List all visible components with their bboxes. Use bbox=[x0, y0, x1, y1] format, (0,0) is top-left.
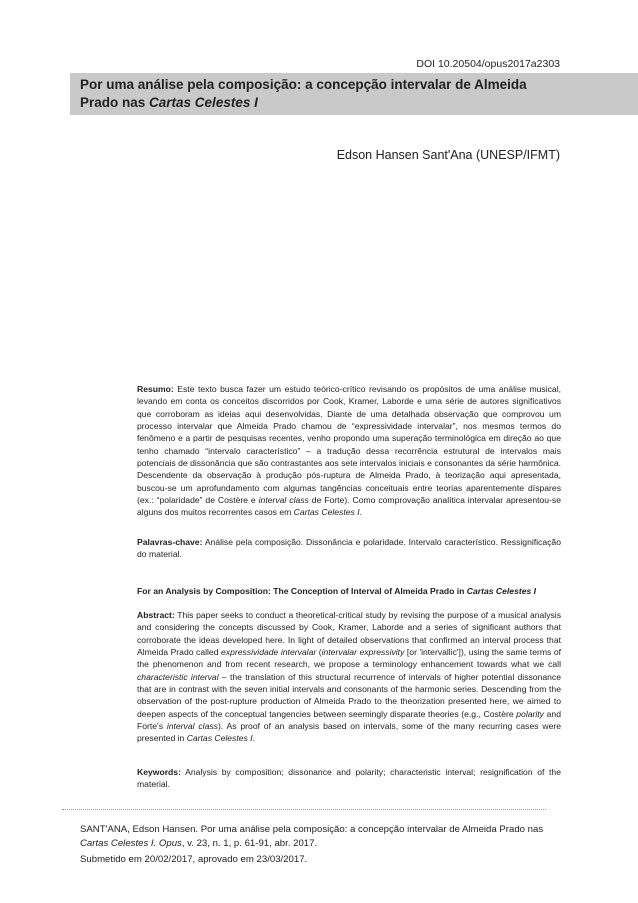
abstract-italic-3: characteristic interval bbox=[137, 671, 219, 682]
abstract-label: Abstract: bbox=[137, 610, 175, 620]
resumo-text-c: . bbox=[359, 507, 362, 518]
citation-italic: Cartas Celestes I. Opus bbox=[80, 838, 182, 849]
abstract-text-e: and Forte's bbox=[137, 708, 561, 732]
english-title-italic: Cartas Celestes I bbox=[466, 586, 537, 596]
keywords-text: Analysis by composition; dissonance and polarity; characteristic interval; resignification of the material. bbox=[137, 767, 561, 790]
palavras-chave-paragraph bbox=[137, 536, 561, 561]
palavras-chave-label: Palavras-chave: bbox=[137, 537, 203, 547]
abstract-text-a: This paper seeks to conduct a theoretical-critical study by revising the purpose of a musical analysis and considering the concepts discussed by Cook, Kramer, Laborde and a series of significant authors that corroborate the ideas developed here. In light of detailed observations that confirmed an interval process that Almeida Prado called bbox=[137, 610, 561, 658]
abstract-italic-5: interval class bbox=[166, 721, 218, 732]
citation-text: SANT'ANA, Edson Hansen. Por uma análise pela composição: a concepção intervalar de Almeida Prado nas bbox=[80, 824, 544, 835]
abstract-paragraph bbox=[137, 609, 561, 745]
dotted-divider bbox=[62, 809, 546, 810]
abstract-italic-1: expressividade intervalar bbox=[221, 647, 317, 658]
submission-dates: Submetido em 20/02/2017, aprovado em 23/03/2017. bbox=[80, 854, 308, 865]
citation-text-end: , v. 23, n. 1, p. 61-91, abr. 2017. bbox=[181, 838, 318, 849]
citation-reference bbox=[80, 823, 560, 851]
resumo-italic-2: Cartas Celestes I bbox=[293, 507, 360, 518]
english-title-text: For an Analysis by Composition: The Conception of Interval of Almeida Prado in bbox=[137, 586, 467, 596]
article-title-text: Por uma análise pela composição: a concepção intervalar de Almeida Prado nas bbox=[80, 77, 527, 110]
keywords-label: Keywords: bbox=[137, 767, 181, 777]
resumo-text-a: Este texto busca fazer um estudo teórico-crítico revisando os propósitos de uma análise musical, levando em conta os conceitos discorridos por Cook, Kramer, Laborde e uma série de autores significativos que corroboram as ideias aqui desenvolvidas. Diante de uma detalhada observação que comprovou um processo intervalar que Almeida Prado chamou de “expressividade intervalar”, nos mesmos termos do fenômeno e a partir de pesquisas recentes, venho propondo uma superação terminológica em direção ao que tenho chamado “intervalo característico” – a tradução dessa recorrência estrutural de intervalos mais potenciais de dissonância que são contrastantes aos sete intervalos iniciais e consonantes da série harmônica. Descendente da observação à produção pós-ruptura de Almeida Prado, à teorização aqui apresentada, buscou-se um aprofundamento com algumas tangências conceituais entre teorias aparentemente díspares (ex.: “polaridade” de Costère e bbox=[137, 384, 561, 506]
abstract-text-c: [or 'intervallic']), using the same terms of the phenomenon and from recent research, we propose a terminology enhancement towards what we call bbox=[137, 647, 561, 670]
resumo-italic-1: interval class bbox=[258, 495, 309, 506]
abstract-text-b: ( bbox=[316, 647, 322, 658]
article-title-italic: Cartas Celestes I bbox=[149, 95, 258, 110]
abstract-text-g: . bbox=[252, 733, 255, 744]
abstract-italic-2: intervalar expressivity bbox=[321, 647, 405, 658]
resumo-label: Resumo: bbox=[137, 384, 174, 394]
abstract-text-f: ). As proof of an analysis based on intervals, some of the many recurring cases were presented in bbox=[137, 721, 561, 744]
keywords-paragraph bbox=[137, 766, 561, 791]
article-title bbox=[80, 76, 560, 112]
english-title bbox=[137, 585, 561, 597]
resumo-paragraph bbox=[137, 383, 561, 519]
author-line: Edson Hansen Sant'Ana (UNESP/IFMT) bbox=[336, 148, 560, 162]
abstract-text-d: – the translation of this structural recurrence of intervals of higher potential dissonance that are in contrast with the seven initial intervals and consonants of the harmonic series. Descending from the observation of the post-rupture production of Almeida Prado to the theorization presented here, we aimed to deepen aspects of the conceptual tangencies between seemingly disparate theories (e.g., Costère bbox=[137, 671, 561, 719]
palavras-chave-text: Análise pela composição. Dissonância e polaridade. Intervalo característico. Ressignificação do material. bbox=[137, 537, 561, 560]
resumo-text-b: de Forte). Como comprovação analítica intervalar apresentou-se alguns dos muitos recorrentes casos em bbox=[137, 495, 562, 518]
doi-label: DOI 10.20504/opus2017a2303 bbox=[416, 58, 560, 70]
abstract-italic-6: Cartas Celestes I bbox=[186, 733, 253, 744]
abstract-italic-4: polarity bbox=[516, 708, 544, 719]
